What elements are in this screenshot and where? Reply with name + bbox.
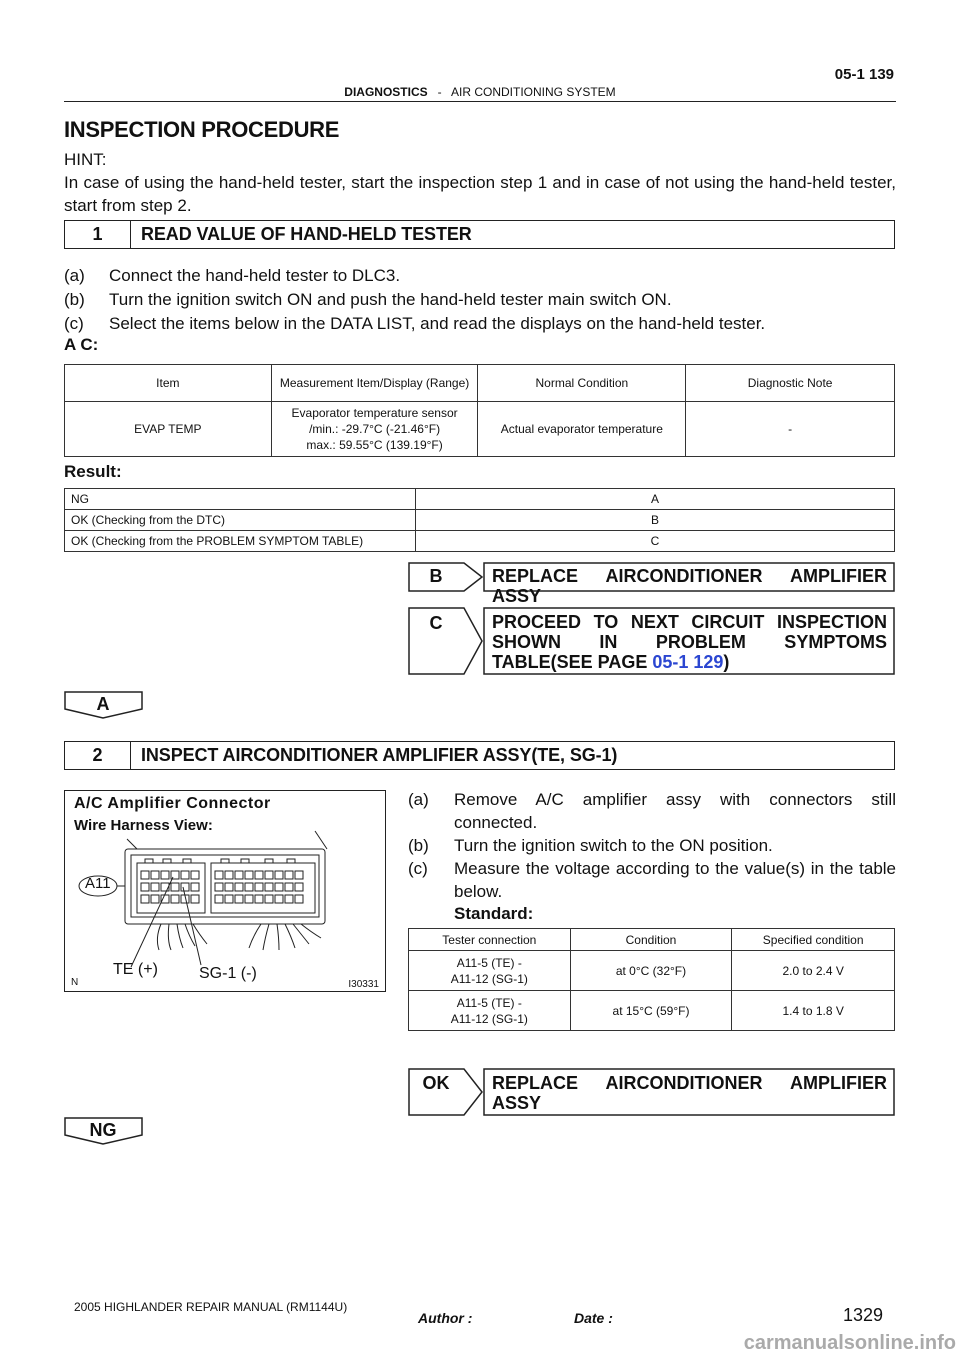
table-row [65, 402, 895, 457]
step-1-box [64, 220, 895, 249]
result-condition: OK (Checking from the DTC) [65, 510, 416, 531]
step-1-number: 1 [65, 221, 131, 248]
table-cell: Actual evaporator temperature [478, 402, 686, 457]
item-text: Select the items below in the DATA LIST, and read the displays on the hand-held tester. [109, 314, 766, 333]
figure-corner-mark: N [71, 977, 79, 988]
table-header: Measurement Item/Display (Range) [271, 365, 478, 402]
date-label: Date : [574, 1310, 613, 1326]
section-name: AIR CONDITIONING SYSTEM [451, 85, 616, 99]
item-text: Turn the ignition switch ON and push the hand-held tester main switch ON. [109, 290, 672, 309]
section-separator: - [437, 85, 442, 99]
action-ok [408, 1068, 895, 1116]
step-2-item-c [408, 857, 896, 903]
item-text: Connect the hand-held tester to DLC3. [109, 266, 401, 285]
cell-line: Evaporator temperature sensor [291, 406, 458, 420]
result-code: C [416, 531, 895, 552]
action-b-letter: B [429, 566, 443, 586]
result-code: B [416, 510, 895, 531]
table-header: Item [65, 365, 272, 402]
action-c-body: PROCEED TO NEXT CIRCUIT INSPECTION SHOWN IN PROBLEM SYMPTOMS TABLE(SEE PAGE [492, 612, 887, 672]
manual-footer: 2005 HIGHLANDER REPAIR MANUAL (RM1144U) [74, 1300, 348, 1314]
table-cell [271, 402, 478, 457]
step-2-item-a [408, 788, 896, 834]
item-letter: (c) [64, 314, 84, 333]
table-header-row [65, 365, 895, 402]
step-2-items [408, 788, 896, 903]
table-header: Condition [570, 929, 732, 951]
result-condition: OK (Checking from the PROBLEM SYMPTOM TABLE) [65, 531, 416, 552]
table-row [65, 510, 895, 531]
table-cell: 1.4 to 1.8 V [732, 991, 895, 1031]
page-number: 05-1 139 [834, 66, 894, 83]
action-c [408, 607, 895, 675]
cell-line: A11-12 (SG-1) [450, 971, 528, 986]
hint-label: HINT: [64, 150, 107, 169]
table-header: Normal Condition [478, 365, 686, 402]
result-table [64, 488, 895, 552]
figure-code: I30331 [348, 979, 379, 990]
table-cell: - [686, 402, 895, 457]
table-cell: at 15°C (59°F) [570, 991, 732, 1031]
cell-line: A11-5 (TE) - [456, 955, 522, 970]
table-header: Tester connection [409, 929, 571, 951]
step-1-title: READ VALUE OF HAND-HELD TESTER [141, 224, 472, 244]
result-condition: NG [65, 489, 416, 510]
table-row [65, 531, 895, 552]
step-2-item-b [408, 834, 896, 857]
step-1-item-b [64, 290, 672, 310]
action-b [408, 562, 895, 606]
table-row [65, 489, 895, 510]
hint-text: In case of using the hand-held tester, start the inspection step 1 and in case of not using the hand-held tester, start from step 2. [64, 173, 896, 215]
cell-line: A11-12 (SG-1) [450, 1011, 528, 1026]
data-list-table [64, 364, 895, 457]
table-row [409, 951, 895, 991]
item-letter: (c) [408, 859, 428, 878]
step-2-number: 2 [65, 742, 131, 769]
item-letter: (a) [64, 266, 85, 285]
author-label: Author : [418, 1310, 473, 1326]
table-header: Diagnostic Note [686, 365, 895, 402]
page-link[interactable]: 05-1 129 [652, 652, 724, 672]
item-text: Remove A/C amplifier assy with connectors still connected. [454, 790, 896, 832]
item-text: Measure the voltage according to the value(s) in the table below. [454, 859, 896, 901]
connector-figure [64, 790, 386, 992]
standard-label: Standard: [454, 904, 534, 923]
result-code: A [416, 489, 895, 510]
table-cell [409, 951, 571, 991]
connector-label: A11 [85, 875, 111, 892]
step-1-item-c [64, 314, 765, 334]
table-header: Specified condition [732, 929, 895, 951]
action-c-text [492, 612, 887, 672]
header-rule [64, 101, 896, 102]
table-cell [409, 991, 571, 1031]
action-c-letter: C [429, 613, 443, 633]
ac-label: A C: [64, 335, 99, 354]
table-cell: 2.0 to 2.4 V [732, 951, 895, 991]
section-header [0, 85, 960, 99]
table-header-row [409, 929, 895, 951]
item-letter: (a) [408, 790, 429, 809]
page-title: INSPECTION PROCEDURE [64, 117, 340, 142]
figure-subtitle: Wire Harness View: [74, 817, 213, 834]
step-2-title: INSPECT AIRCONDITIONER AMPLIFIER ASSY(TE, SG-1) [141, 745, 618, 765]
table-cell: at 0°C (32°F) [570, 951, 732, 991]
item-letter: (b) [408, 836, 429, 855]
cell-line: max.: 59.55°C (139.19°F) [306, 438, 443, 452]
result-label: Result: [64, 462, 122, 481]
item-text: Turn the ignition switch to the ON position. [454, 836, 773, 855]
tab-letter: NG [89, 1120, 117, 1140]
item-letter: (b) [64, 290, 85, 309]
next-tab-a [64, 691, 144, 719]
sg-terminal-label: SG-1 (-) [199, 965, 257, 982]
tab-letter: A [96, 694, 110, 714]
action-ok-letter: OK [422, 1073, 450, 1093]
table-cell: EVAP TEMP [65, 402, 272, 457]
step-2-box [64, 741, 895, 770]
figure-title: A/C Amplifier Connector [74, 795, 271, 812]
table-row [409, 991, 895, 1031]
action-b-text: REPLACE AIRCONDITIONER AMPLIFIER ASSY [492, 566, 887, 606]
next-tab-ng [64, 1117, 144, 1145]
watermark: carmanualsonline.info [743, 1332, 956, 1354]
te-terminal-label: TE (+) [113, 961, 158, 978]
footer-page-number: 1329 [843, 1305, 884, 1325]
cell-line: A11-5 (TE) - [456, 995, 522, 1010]
action-ok-text: REPLACE AIRCONDITIONER AMPLIFIER ASSY [492, 1073, 887, 1113]
section-bold: DIAGNOSTICS [344, 85, 428, 99]
step-1-item-a [64, 266, 400, 286]
action-c-suffix: ) [723, 652, 730, 672]
cell-line: /min.: -29.7°C (-21.46°F) [309, 422, 441, 436]
voltage-table [408, 928, 895, 1031]
